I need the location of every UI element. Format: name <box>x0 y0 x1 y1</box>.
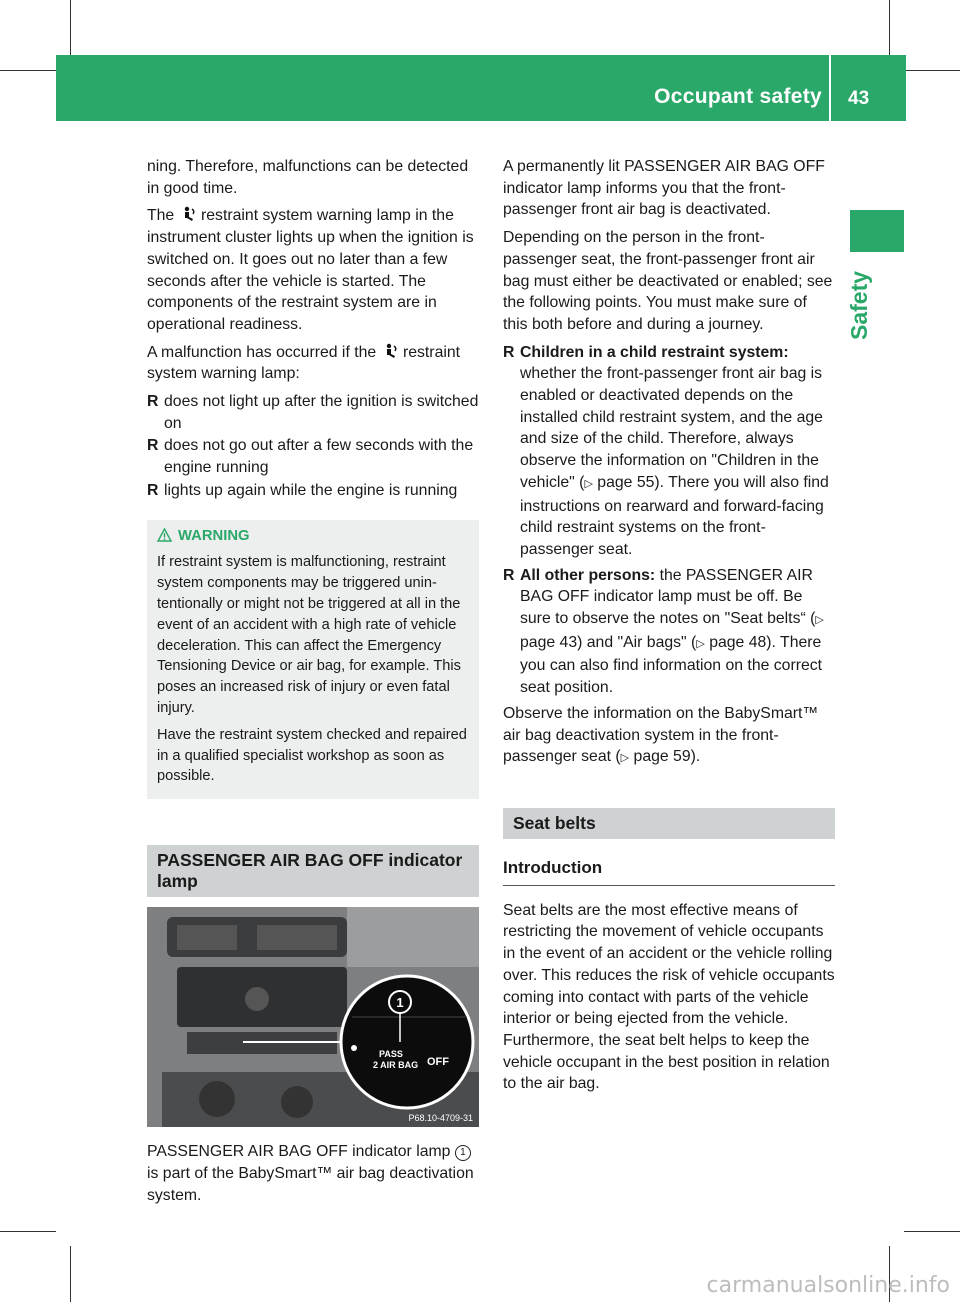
text: ). <box>690 748 701 766</box>
paragraph: ning. Therefore, malfunctions can be detected in good time. <box>147 158 469 197</box>
text: ). There you can also find information on the correct seat position. <box>520 633 823 697</box>
bullet-icon: R <box>147 481 159 499</box>
list-item <box>147 391 479 434</box>
warning-paragraph: If restraint system is malfunctioning, restraint system components may be triggered unintentionally or might not be triggered at all in the event of an accident with a high rate of vehicle deceleration. This can affect the Emergency Tensioning Device or air bag, for example. This poses an increased risk of injury or even fatal injury. <box>157 554 461 716</box>
bullet-icon: R <box>503 566 515 584</box>
page-ref-arrow-icon: ▷ <box>620 752 630 765</box>
page-ref-arrow-icon: ▷ <box>696 637 705 650</box>
text: ). There you will also find instructions on rearward and forward-facing child restraint systems on the front-passenger seat. <box>520 473 829 558</box>
paragraph: Seat belts are the most effective means of restricting the movement of vehicle occupants in the event of an accident or the vehicle rolling over. This reduces the risk of vehicle occupants coming into contact with parts of the vehicle interior or being ejected from the vehicle. Furthermore, the seat belt helps to keep the vehicle occupant in the best position in relation to the air bag. <box>503 901 835 1093</box>
dashboard-photo <box>147 907 479 1127</box>
seated-person-airbag-icon <box>179 206 197 222</box>
crop-mark <box>70 1246 71 1302</box>
paragraph: A permanently lit PASSENGER AIR BAG OFF indicator lamp informs you that the front-passenger front air bag is deactivated. <box>503 158 825 219</box>
crop-mark <box>0 1231 56 1232</box>
text: restraint system warning lamp: <box>147 343 461 383</box>
crop-mark <box>889 0 890 56</box>
bullet-icon: R <box>147 393 159 411</box>
page-reference-link[interactable]: page 48 <box>709 633 767 651</box>
text: the PASSENGER AIR BAG OFF indicator lamp must be off. Be sure to observe the notes on "Seat belts“ ( <box>520 566 816 628</box>
bullet-icon: R <box>147 437 159 455</box>
left-column <box>147 156 479 1212</box>
list-item-text: does not go out after a few seconds with the engine running <box>164 437 474 477</box>
page-reference-link[interactable]: page 55 <box>597 473 655 491</box>
crop-mark <box>904 1231 960 1232</box>
text: whether the front-passenger front air bag is enabled or deactivated depends on the installed child restraint system, and the age and size of the child. Therefore, always observe the information on "Children in the vehicle" ( <box>520 365 823 491</box>
page-ref-arrow-icon: ▷ <box>584 477 593 490</box>
callout-number: 1 <box>396 995 404 1011</box>
figure-caption <box>147 1141 479 1206</box>
callout-reference: 1 <box>455 1145 471 1161</box>
warning-paragraph: Have the restraint system checked and repaired in a qualified specialist workshop as soon as possible. <box>157 726 467 785</box>
list-item <box>147 435 479 478</box>
right-column <box>503 156 835 1101</box>
text: A malfunction has occurred if the <box>147 343 377 361</box>
header-separator <box>829 55 831 121</box>
list-item <box>503 565 835 699</box>
section-heading: PASSENGER AIR BAG OFF indicator lamp <box>147 845 479 897</box>
list-item-label: Children in a child restraint system: <box>520 343 789 361</box>
list-item-text: does not light up after the ignition is switched on <box>164 393 479 432</box>
list-item <box>503 342 835 561</box>
panel-label-pass: PASS <box>379 1049 403 1060</box>
page-reference-link[interactable]: page 43 <box>520 633 578 651</box>
text: Observe the information on the BabySmart™ air bag deactivation system in the front-passenger seat ( <box>503 704 819 766</box>
text: The <box>147 207 175 225</box>
crop-mark <box>70 0 71 56</box>
side-tab-marker <box>850 210 904 252</box>
subsection-heading: Introduction <box>503 857 835 886</box>
warning-box <box>147 520 479 800</box>
warning-triangle-icon <box>157 528 172 549</box>
page-ref-arrow-icon: ▷ <box>815 614 824 627</box>
text: PASSENGER AIR BAG OFF indicator lamp <box>147 1143 451 1161</box>
panel-label-airbag: 2 AIR BAG <box>373 1060 419 1071</box>
list-item-text: lights up again while the engine is running <box>164 481 458 499</box>
figure-code: P68.10-4709-31 <box>408 1113 473 1124</box>
list-item-label: All other persons: <box>520 566 656 584</box>
paragraph <box>503 703 835 770</box>
text: is part of the BabySmart™ air bag deactivation system. <box>147 1164 474 1204</box>
header-title: Occupant safety <box>654 85 822 108</box>
side-tab-label: Safety <box>846 270 872 340</box>
paragraph <box>147 205 479 335</box>
page-reference-link[interactable]: page 59 <box>633 748 691 766</box>
paragraph <box>147 342 479 385</box>
paragraph: Depending on the person in the front-passenger seat, the front-passenger front air bag must either be deactivated or enabled; see the following points. You must make sure of this both before and during a journey. <box>503 229 833 333</box>
warning-heading <box>157 526 469 549</box>
text: restraint system warning lamp in the instrument cluster lights up when the ignition is switched on. It goes out no later than a few seconds after the vehicle is started. The components of the restraint system are in operational readiness. <box>147 207 474 333</box>
panel-label-off: OFF <box>427 1056 449 1069</box>
watermark: carmanualsonline.info <box>706 1273 950 1298</box>
section-heading: Seat belts <box>503 808 835 839</box>
crop-mark <box>0 70 56 71</box>
page-number: 43 <box>848 88 870 109</box>
bullet-icon: R <box>503 343 515 361</box>
list-item <box>147 480 479 502</box>
seated-person-airbag-icon <box>381 343 399 359</box>
text: ) and "Air bags" ( <box>577 633 697 651</box>
warning-heading-text: WARNING <box>178 527 250 544</box>
dashboard-illustration <box>147 907 479 1127</box>
crop-mark <box>904 70 960 71</box>
